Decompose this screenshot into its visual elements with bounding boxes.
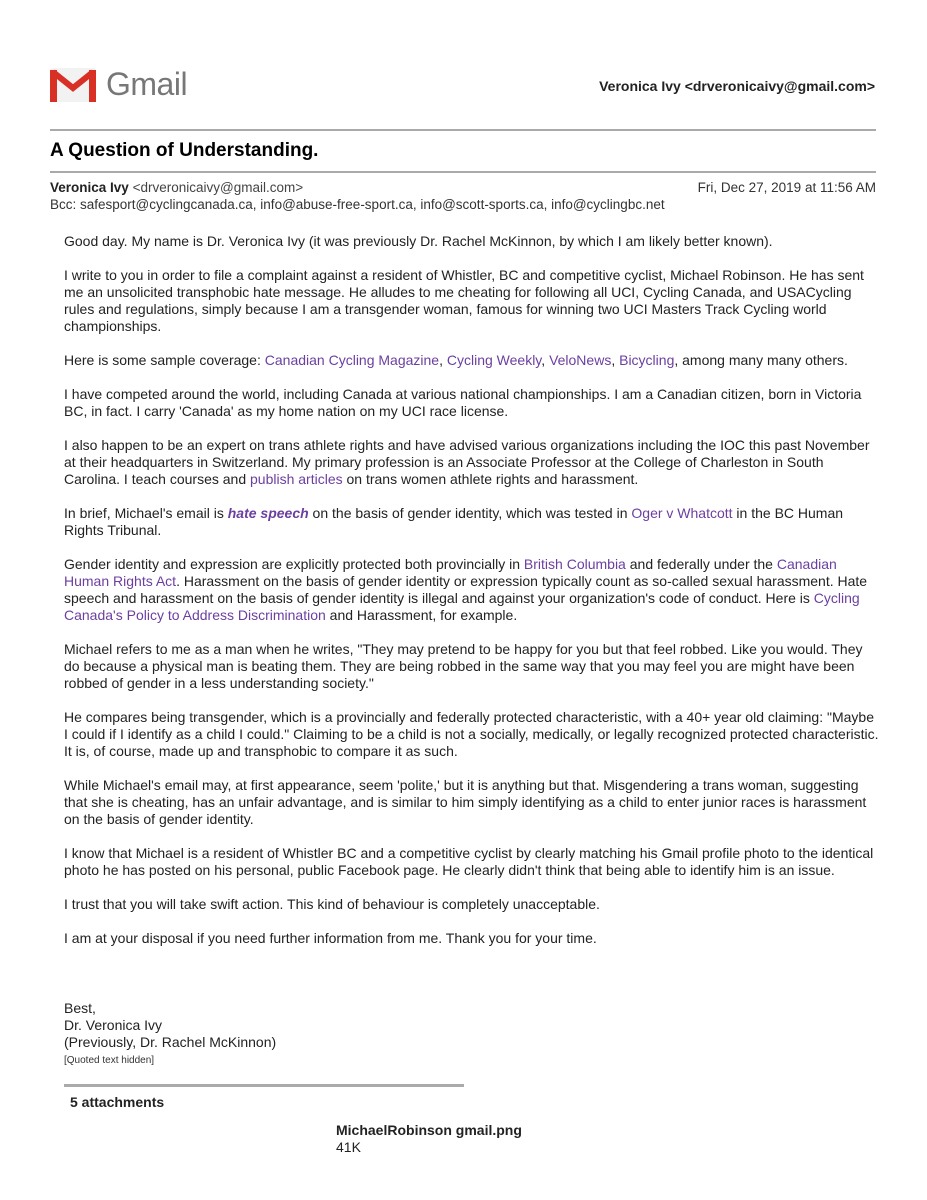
body-paragraph	[64, 777, 879, 828]
body-paragraph	[64, 233, 879, 250]
body-text: on trans women athlete rights and harassment.	[342, 471, 639, 487]
attachments-count: 5 attachments	[70, 1094, 165, 1110]
body-link[interactable]: Canadian Cycling Magazine	[264, 352, 440, 368]
sender-address: <drveronicaivy@gmail.com>	[132, 180, 304, 195]
body-link[interactable]: Canadian Human Rights Act	[64, 556, 837, 589]
body-link[interactable]: Oger v Whatcott	[631, 505, 733, 521]
bcc-recipients: Bcc: safesport@cyclingcanada.ca, info@abuse-free-sport.ca, info@scott-sports.ca, info@cyclingbc.net	[50, 197, 665, 212]
body-link[interactable]: British Columbia	[523, 556, 626, 572]
body-paragraph	[64, 896, 879, 913]
divider	[50, 171, 876, 173]
body-paragraph	[64, 505, 879, 539]
body-text: Here is some sample coverage:	[64, 352, 265, 368]
body-text: While Michael's email may, at first appearance, seem 'polite,' but it is anything but that. Misgendering a trans woman, suggesting that she is cheating, has an unfair advantage, and is similar to him simply identifying as a child to enter junior races is harassment on the basis of gender identity.	[64, 777, 867, 827]
email-date: Fri, Dec 27, 2019 at 11:56 AM	[697, 180, 876, 195]
body-text: I am at your disposal if you need further information from me. Thank you for your time.	[64, 930, 597, 946]
body-text: and Harassment, for example.	[325, 607, 518, 623]
sender	[50, 180, 303, 195]
body-text: ,	[611, 352, 620, 368]
body-paragraph	[64, 930, 879, 947]
body-link[interactable]: hate speech	[227, 505, 309, 521]
body-link[interactable]: publish articles	[250, 471, 343, 487]
body-link[interactable]: Bicycling	[619, 352, 675, 368]
attachments-divider	[64, 1084, 464, 1087]
body-paragraph	[64, 267, 879, 335]
body-text: Gender identity and expression are explicitly protected both provincially in	[64, 556, 524, 572]
body-text: I have competed around the world, including Canada at various national championships. I am a Canadian citizen, born in Victoria BC, in fact. I carry 'Canada' as my home nation on my UCI race license.	[64, 386, 862, 419]
body-text: In brief, Michael's email is	[64, 505, 228, 521]
signature-previously: (Previously, Dr. Rachel McKinnon)	[64, 1034, 277, 1050]
body-text: in the BC Human Rights Tribunal.	[64, 505, 844, 538]
attachment-name[interactable]: MichaelRobinson gmail.png	[336, 1122, 522, 1138]
body-paragraph	[64, 437, 879, 488]
signature-name: Dr. Veronica Ivy	[64, 1017, 163, 1033]
body-text: Good day. My name is Dr. Veronica Ivy (it was previously Dr. Rachel McKinnon, by which I am likely better known).	[64, 233, 773, 249]
gmail-logo-text: Gmail	[106, 66, 188, 102]
body-text: ,	[541, 352, 550, 368]
body-text: I trust that you will take swift action. This kind of behaviour is completely unacceptable.	[64, 896, 600, 912]
body-paragraph	[64, 386, 879, 420]
quoted-text-toggle[interactable]: [Quoted text hidden]	[64, 1055, 155, 1066]
body-text: , among many many others.	[674, 352, 848, 368]
body-paragraph	[64, 709, 879, 760]
body-text: I write to you in order to file a complaint against a resident of Whistler, BC and competitive cyclist, Michael Robinson. He has sent me an unsolicited transphobic hate message. He alludes to me cheating for following all UCI, Cycling Canada, and USACycling rules and regulations, simply because I am a transgender woman, famous for winning two UCI Masters Track Cycling world championships.	[64, 267, 864, 334]
body-text: and federally under the	[625, 556, 777, 572]
gmail-logo	[50, 66, 187, 103]
body-text: Michael refers to me as a man when he writes, "They may pretend to be happy for you but that feel robbed. Like you would. They do because a physical man is beating them. They are being robbed in the same way that you may feel you are might have been robbed of gender in a less understanding society."	[64, 641, 863, 691]
body-text: ,	[439, 352, 447, 368]
body-paragraph	[64, 845, 879, 879]
email-body	[64, 233, 879, 964]
body-paragraph	[64, 352, 879, 369]
body-text: I also happen to be an expert on trans athlete rights and have advised various organizations including the IOC this past November at their headquarters in Switzerland. My primary profession is an Associate Professor at the College of Charleston in South Carolina. I teach courses and	[64, 437, 870, 487]
signature	[64, 1000, 276, 1069]
account-label: Veronica Ivy <drveronicaivy@gmail.com>	[599, 78, 875, 94]
body-link[interactable]: VeloNews	[549, 352, 612, 368]
body-paragraph	[64, 641, 879, 692]
gmail-m-icon	[50, 68, 96, 102]
body-link[interactable]: Cycling Canada's Policy to Address Discrimination	[64, 590, 860, 623]
attachment-size: 41K	[336, 1139, 361, 1155]
body-text: He compares being transgender, which is a provincially and federally protected characteristic, with a 40+ year old claiming: "Maybe I could if I identify as a child I could." Claiming to be a child is not a socially, medically, or legally recognized protected characteristic. It is, of course, made up and transphobic to compare it as such.	[64, 709, 879, 759]
body-text: on the basis of gender identity, which was tested in	[308, 505, 632, 521]
sender-name: Veronica Ivy	[50, 180, 129, 195]
body-link[interactable]: Cycling Weekly	[446, 352, 542, 368]
divider	[50, 129, 876, 131]
signature-closing: Best,	[64, 1000, 96, 1016]
body-text: I know that Michael is a resident of Whistler BC and a competitive cyclist by clearly matching his Gmail profile photo to the identical photo he has posted on his personal, public Facebook page. He clearly didn't think that being able to identify him is an issue.	[64, 845, 874, 878]
body-text: . Harassment on the basis of gender identity or expression typically count as so-called sexual harassment. Hate speech and harassment on the basis of gender identity is illegal and against your organization's code of conduct. Here is	[64, 573, 868, 606]
email-subject: A Question of Understanding.	[50, 140, 319, 161]
body-paragraph	[64, 556, 879, 624]
attachment-item[interactable]	[336, 1122, 522, 1156]
